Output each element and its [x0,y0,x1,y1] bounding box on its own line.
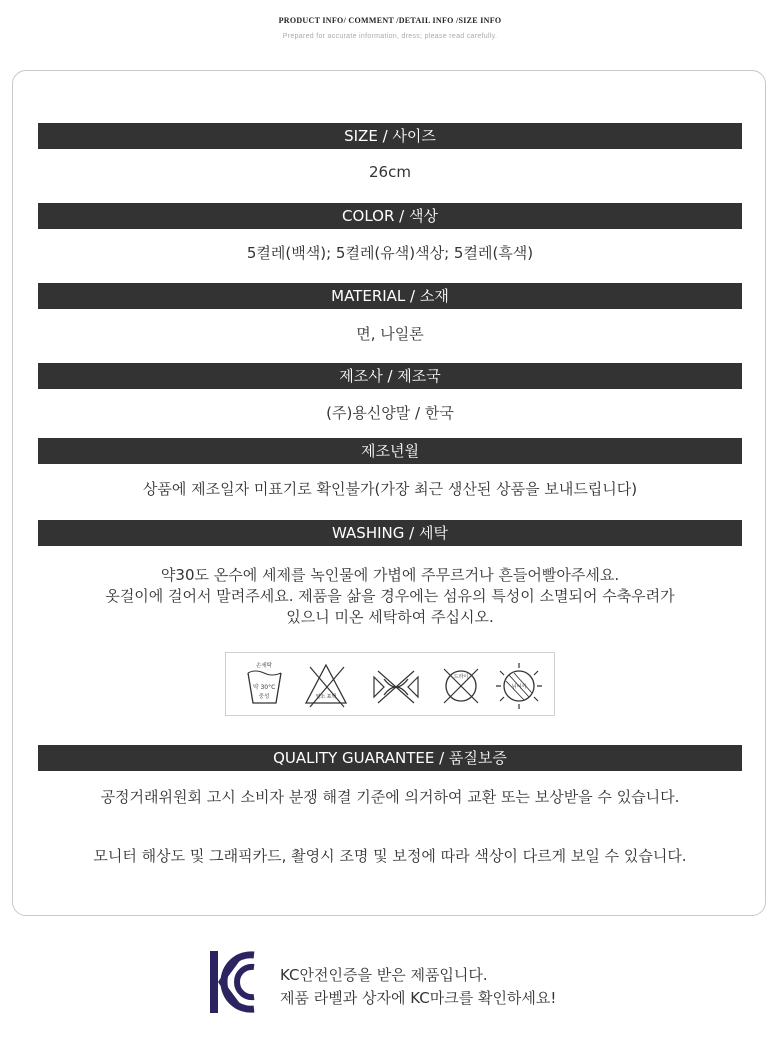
material-header: MATERIAL / 소재 [38,283,742,309]
no-dry-clean-icon [444,669,478,703]
kc-line-2: 제품 라벨과 상자에 KC마크를 확인하세요! [280,989,557,1007]
dry-flat-icon [496,663,542,709]
care-icons-panel [225,652,555,716]
wash-top-text: 손세탁 [256,663,272,669]
date-header: 제조년월 [38,438,742,464]
quality-header: QUALITY GUARANTEE / 품질보증 [38,745,742,771]
hand-wash-icon [248,661,281,703]
maker-value: (주)용신양말 / 한국 [326,404,454,422]
washing-line-2: 옷걸이에 걸어서 말려주세요. 제품을 삶을 경우에는 섬유의 특성이 소멸되어 수축우려가 [105,587,675,605]
care-symbols [226,653,556,717]
color-value: 5켤레(백색); 5켤레(유색)색상; 5켤레(흑색) [246,244,534,262]
wash-temp-text: 약 30°C [252,684,276,691]
page-header-title: PRODUCT INFO/ COMMENT /DETAIL INFO /SIZE INFO [278,16,502,25]
washing-header: WASHING / 세탁 [38,520,742,546]
washing-line-3: 있으니 미온 세탁하여 주십시오. [286,608,494,626]
maker-header: 제조사 / 제조국 [38,363,742,389]
kc-line-1: KC안전인증을 받은 제품입니다. [280,966,488,984]
quality-line-1: 공정거래위원회 고시 소비자 분쟁 해결 기준에 의거하여 교환 또는 보상받을 수 있습니다. [100,788,680,806]
size-value: 26cm [369,163,411,181]
washing-line-1: 약30도 온수에 세제를 녹인물에 가볍에 주무르거나 흔들어빨아주세요. [160,566,620,584]
no-wring-icon [374,671,418,703]
page-header-subtitle: Prepared for accurate information, dress; please read carefully. [282,33,498,40]
color-header: COLOR / 색상 [38,203,742,229]
wash-bottom-text: 중성 [258,694,270,700]
size-header: SIZE / 사이즈 [38,123,742,149]
dry-text: 뉘어서 [511,684,527,690]
date-value: 상품에 제조일자 미표기로 확인불가(가장 최근 생산된 상품을 보내드립니다) [142,480,638,498]
no-bleach-icon [306,665,346,707]
kc-mark-logo [210,951,256,1013]
bleach-text: 염소 표백 [315,694,337,700]
dry-clean-text: 드라이 [453,674,469,680]
quality-line-2: 모니터 해상도 및 그래픽카드, 촬영시 조명 및 보정에 따라 색상이 다르게 보일 수 있습니다. [93,847,687,865]
material-value: 면, 나일론 [356,325,424,343]
